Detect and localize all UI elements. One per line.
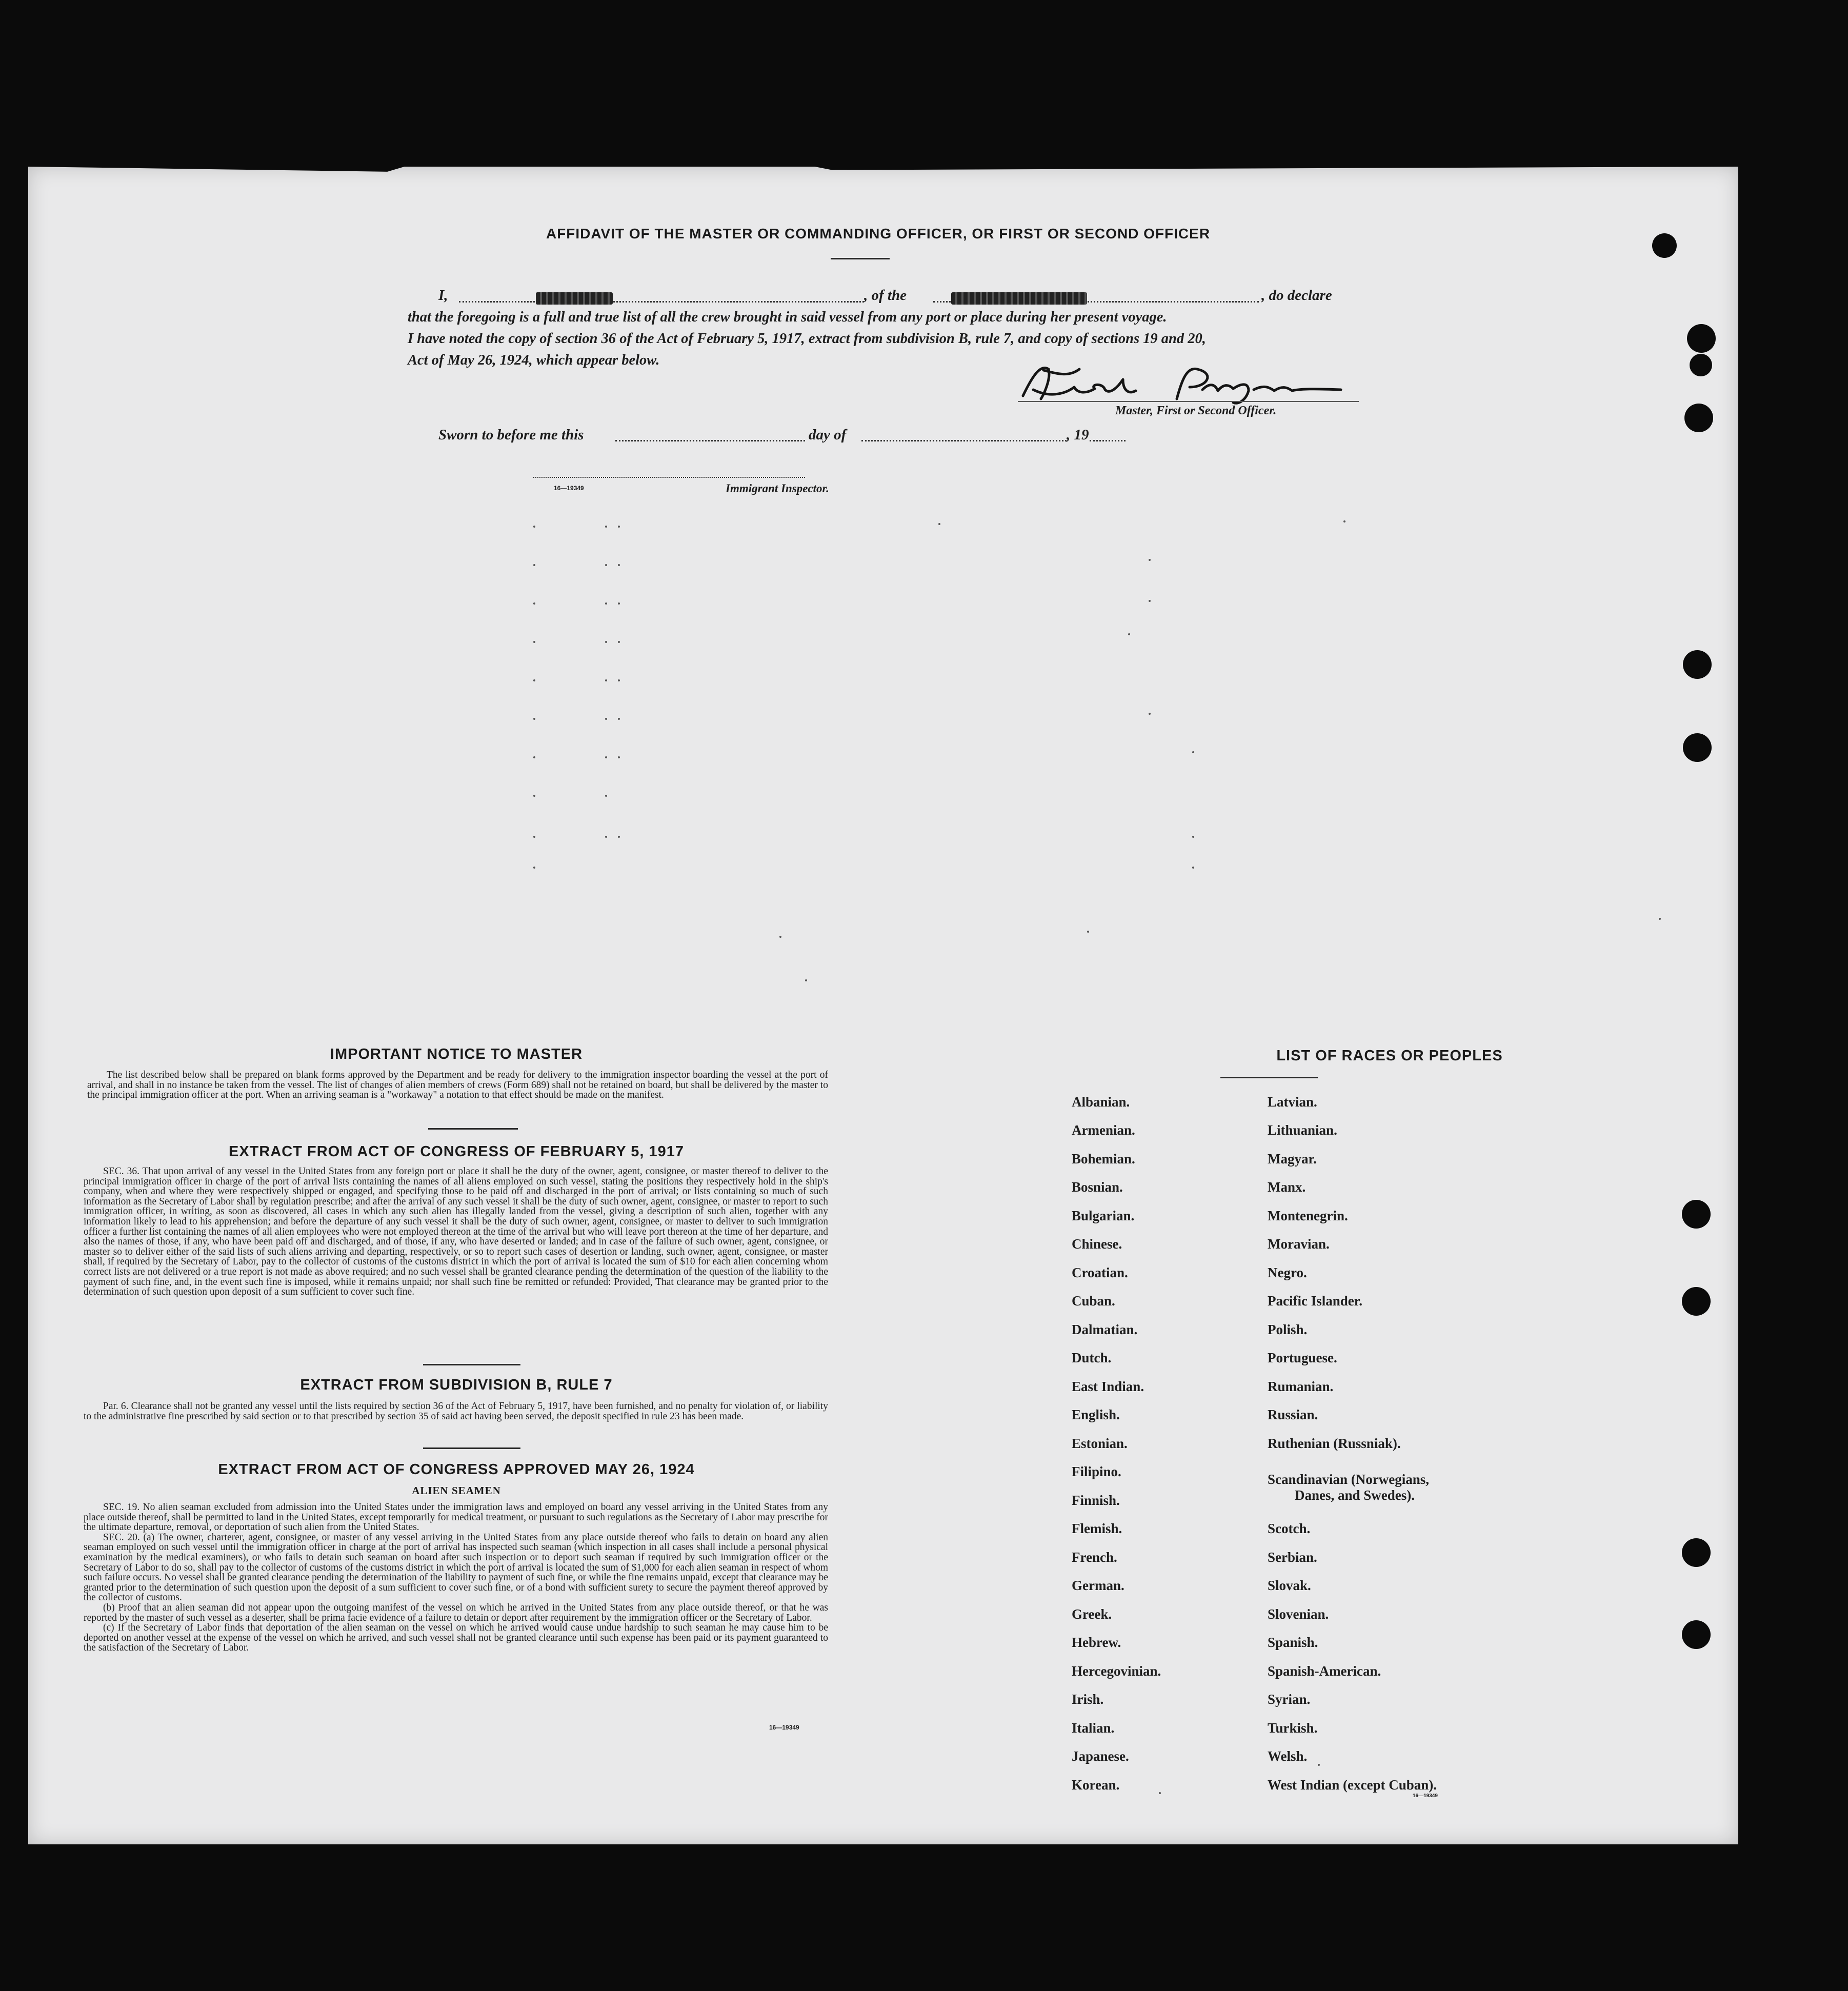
race-item: Italian.	[1072, 1720, 1115, 1736]
bleed-mark	[533, 679, 535, 681]
of-the-label: , of the	[864, 287, 907, 304]
extract-rule7-text	[84, 1401, 828, 1421]
declaration-line-3: Act of May 26, 1924, which appear below.	[408, 352, 660, 368]
extract-1917-title: EXTRACT FROM ACT OF CONGRESS OF FEBRUARY 5, 1917	[228, 1143, 685, 1160]
redacted-vessel-name	[951, 292, 1087, 305]
extract-1924-title: EXTRACT FROM ACT OF CONGRESS APPROVED MAY 26, 1924	[218, 1461, 695, 1478]
alien-seamen-subtitle: ALIEN SEAMEN	[412, 1484, 501, 1497]
race-item: Moravian.	[1268, 1236, 1330, 1252]
race-item: Turkish.	[1268, 1720, 1318, 1736]
race-item: Filipino.	[1072, 1464, 1121, 1479]
bleed-mark	[605, 641, 607, 643]
race-item: Chinese.	[1072, 1236, 1122, 1252]
punch-hole	[1682, 1538, 1711, 1567]
race-item: Lithuanian.	[1268, 1122, 1337, 1138]
master-name-line	[459, 290, 864, 303]
bleed-mark	[805, 979, 807, 981]
race-item: Danes, and Swedes).	[1295, 1487, 1415, 1503]
race-item: Estonian.	[1072, 1436, 1128, 1451]
do-declare-label: , do declare	[1261, 287, 1332, 304]
race-item: Finnish.	[1072, 1493, 1120, 1508]
bleed-mark	[605, 564, 607, 566]
bleed-mark	[618, 641, 620, 643]
bleed-mark	[605, 718, 607, 720]
bleed-mark	[618, 718, 620, 720]
race-item: Greek.	[1072, 1606, 1112, 1622]
bleed-mark	[618, 836, 620, 838]
races-form-number: 16—19349	[1413, 1793, 1438, 1799]
bleed-mark	[1159, 1792, 1161, 1794]
signature-line	[1018, 401, 1359, 402]
master-signature	[1013, 359, 1361, 408]
bleed-mark	[533, 718, 535, 720]
race-item: Russian.	[1268, 1407, 1318, 1422]
race-item: Serbian.	[1268, 1550, 1317, 1565]
extract-1917-text	[84, 1167, 828, 1297]
notice-text	[87, 1070, 828, 1100]
race-item: Slovak.	[1268, 1578, 1311, 1593]
race-item: Portuguese.	[1268, 1350, 1337, 1365]
affidavit-title: AFFIDAVIT OF THE MASTER OR COMMANDING OFFICER, OR FIRST OR SECOND OFFICER	[546, 226, 1211, 242]
bleed-mark	[605, 679, 607, 681]
bleed-mark	[1149, 713, 1151, 715]
punch-hole	[1690, 354, 1712, 376]
bleed-mark	[938, 523, 940, 525]
race-item: Manx.	[1268, 1179, 1306, 1195]
i-label: I,	[438, 287, 448, 304]
race-item: Scotch.	[1268, 1521, 1311, 1536]
punch-hole	[1687, 324, 1716, 353]
extract-1924-text	[84, 1502, 828, 1653]
race-item: Montenegrin.	[1268, 1208, 1348, 1223]
affidavit-form-number: 16—19349	[554, 485, 584, 492]
race-item: Hercegovinian.	[1072, 1663, 1161, 1679]
sec19-paragraph: SEC. 19. No alien seaman excluded from admission into the United States under the immigration laws and employed on board any vessel arriving in the United States from any place outside thereof, shall be permitted to land in the United States, except temporarily for medical treatment, or pursuant to such regulations as the Secretary of Labor may prescribe for the ultimate departure, removal, or deportation of such alien from the United States.	[84, 1502, 828, 1533]
inspector-caption: Immigrant Inspector.	[726, 482, 829, 495]
bleed-mark	[1318, 1764, 1320, 1766]
bleed-mark	[605, 526, 607, 528]
bleed-mark	[1128, 633, 1130, 635]
divider	[1220, 1077, 1318, 1078]
sec20c-paragraph: (c) If the Secretary of Labor finds that deportation of the alien seaman on the vessel on which he arrived would cause undue hardship to such seaman he may cause him to be deported on another vessel at the expense of the vessel on which he arrived, and such vessel shall not be granted clearance until such expense has been paid or its payment guaranteed to the satisfaction of the Secretary of Labor.	[84, 1622, 828, 1654]
race-item: Flemish.	[1072, 1521, 1122, 1536]
race-item: Magyar.	[1268, 1151, 1317, 1167]
divider	[428, 1128, 518, 1130]
race-item: Rumanian.	[1268, 1379, 1334, 1394]
race-item: Scandinavian (Norwegians,	[1268, 1472, 1430, 1487]
race-item: Bulgarian.	[1072, 1208, 1135, 1223]
punch-hole	[1652, 233, 1677, 258]
divider	[423, 1364, 520, 1365]
bleed-mark	[533, 795, 535, 797]
bleed-mark	[618, 526, 620, 528]
race-item: West Indian (except Cuban).	[1268, 1777, 1437, 1793]
bleed-mark	[533, 564, 535, 566]
race-item: Welsh.	[1268, 1748, 1308, 1764]
sworn-label: Sworn to before me this	[438, 427, 584, 443]
race-item: Polish.	[1268, 1322, 1308, 1337]
redacted-master-name	[536, 292, 613, 305]
sec36-paragraph: SEC. 36. That upon arrival of any vessel in the United States from any foreign port or place it shall be the duty of the owner, agent, consignee, or master thereof to deliver to the principal immigration officer in charge of the port of arrival lists containing the names of all aliens employed on such vessel, stating the positions they respectively hold in the ship's company, when and where they were respectively shipped or engaged, and specifying those to be paid off and discharged in the port of arrival; or lists containing so much of such information as the Secretary of Labor shall by regulation prescribe; and after the arrival of any such vessel it shall be the duty of such owner, agent, consignee, or master to report to such immigration officer, in writing, as soon as discovered, all cases in which any such alien has illegally landed from the vessel, giving a description of such alien, together with any information likely to lead to his apprehension; and before the departure of any such vessel it shall be the duty of such owner, agent, consignee, or master to deliver to such immigration officer a further list containing the names of all alien employees who were not employed thereon at the time of the arrival but who will leave port thereon at the time of her departure, and also the names of those, if any, who have been paid off and discharged, and of those, if any, who have deserted or landed; and in case of the failure of such owner, agent, consignee, or master so to deliver either of the said lists of such aliens arriving and departing, respectively, or so to report such cases of desertion or landing, such owner, agent, consignee, or master shall, if required by the Secretary of Labor, pay to the collector of customs of the customs district in which the port of arrival is located the sum of $10 for each alien concerning whom correct lists are not delivered or a true report is not made as above required; and no such vessel shall be granted clearance pending the determination of the question of the liability to the payment of such fine, and, in the event such fine is imposed, while it remains unpaid; nor shall such fine be remitted or refunded: Provided, That clearance may be granted prior to the determination of such question upon deposit of a sum sufficient to cover such fine.	[84, 1166, 828, 1298]
bleed-mark	[605, 756, 607, 758]
notice-title: IMPORTANT NOTICE TO MASTER	[330, 1046, 583, 1062]
race-item: Syrian.	[1268, 1692, 1311, 1707]
inspector-signature-line	[533, 471, 805, 478]
divider	[423, 1447, 520, 1449]
bleed-mark	[1192, 836, 1194, 838]
bleed-mark	[605, 602, 607, 605]
bleed-mark	[1149, 559, 1151, 561]
bleed-mark	[533, 867, 535, 869]
race-item: Irish.	[1072, 1692, 1104, 1707]
race-item: Hebrew.	[1072, 1635, 1121, 1650]
bleed-mark	[618, 564, 620, 566]
declaration-line-2: I have noted the copy of section 36 of the Act of February 5, 1917, extract from subdivision B, rule 7, and copy of sections 19 and 20,	[408, 331, 1206, 347]
signature-caption: Master, First or Second Officer.	[1115, 404, 1277, 417]
rule7-paragraph: Par. 6. Clearance shall not be granted any vessel until the lists required by section 36 of the Act of February 5, 1917, have been furnished, and no penalty for violation of, or liability to the administrative fine prescribed by said section or to that prescribed by section 35 of said act having been served, the deposit specified in rule 23 has been made.	[84, 1401, 828, 1422]
bleed-mark	[779, 936, 781, 938]
sworn-day-line	[615, 431, 805, 441]
bleed-mark	[533, 836, 535, 838]
bleed-mark	[618, 679, 620, 681]
punch-hole	[1683, 733, 1712, 762]
bleed-mark	[533, 526, 535, 528]
bleed-mark	[1659, 918, 1661, 920]
bleed-mark	[605, 836, 607, 838]
race-item: Spanish.	[1268, 1635, 1318, 1650]
punch-hole	[1683, 650, 1712, 679]
race-item: Ruthenian (Russniak).	[1268, 1436, 1401, 1451]
race-item: French.	[1072, 1550, 1117, 1565]
race-item: Dutch.	[1072, 1350, 1112, 1365]
bleed-mark	[1192, 751, 1194, 753]
punch-hole	[1682, 1620, 1711, 1649]
bleed-mark	[533, 756, 535, 758]
race-item: Albanian.	[1072, 1094, 1130, 1110]
notice-paragraph: The list described below shall be prepared on blank forms approved by the Department and be ready for delivery to the immigration inspector boarding the vessel at the port of arrival, and shall in no instance be taken from the vessel. The list of changes of alien members of crews (Form 689) shall not be retained on board, but shall be delivered by the master to the principal immigration officer at the port. When an arriving seaman is a "workaway" a notation to that effect should be made on the manifest.	[87, 1070, 828, 1101]
race-item: Slovenian.	[1268, 1606, 1329, 1622]
sworn-year-line	[1090, 431, 1126, 441]
divider	[831, 258, 890, 259]
race-item: Negro.	[1268, 1265, 1307, 1280]
race-item: Spanish-American.	[1268, 1663, 1381, 1679]
extract-rule7-title: EXTRACT FROM SUBDIVISION B, RULE 7	[300, 1377, 613, 1393]
race-item: Bosnian.	[1072, 1179, 1123, 1195]
bleed-mark	[533, 602, 535, 605]
punch-hole	[1682, 1287, 1711, 1316]
race-item: Cuban.	[1072, 1293, 1115, 1309]
race-item: Korean.	[1072, 1777, 1120, 1793]
year-label: , 19	[1067, 427, 1089, 443]
punch-hole	[1684, 404, 1713, 432]
extract-form-number: 16—19349	[769, 1724, 799, 1731]
bleed-mark	[618, 756, 620, 758]
declaration-line-1: that the foregoing is a full and true list of all the crew brought in said vessel from any port or place during her present voyage.	[408, 309, 1167, 325]
race-item: Latvian.	[1268, 1094, 1317, 1110]
races-title: LIST OF RACES OR PEOPLES	[1276, 1048, 1503, 1064]
sec20b-paragraph: (b) Proof that an alien seaman did not appear upon the outgoing manifest of the vessel on which he arrived in the United States from any place outside thereof, or that he was reported by the master of such vessel as a deserter, shall be prima facie evidence of a failure to detain or deport after requirement by the immigration officer or the Secretary of Labor.	[84, 1602, 828, 1623]
race-item: Pacific Islander.	[1268, 1293, 1362, 1309]
bleed-mark	[1343, 520, 1345, 522]
bleed-mark	[1149, 600, 1151, 602]
punch-hole	[1682, 1200, 1711, 1229]
bleed-mark	[618, 602, 620, 605]
sworn-month-line	[861, 431, 1067, 441]
race-item: Armenian.	[1072, 1122, 1135, 1138]
day-of-label: day of	[809, 427, 847, 443]
race-item: Dalmatian.	[1072, 1322, 1138, 1337]
bleed-mark	[605, 795, 607, 797]
bleed-mark	[1087, 931, 1089, 933]
race-item: Bohemian.	[1072, 1151, 1135, 1167]
race-item: Japanese.	[1072, 1748, 1129, 1764]
bleed-mark	[533, 641, 535, 643]
bleed-mark	[1192, 867, 1194, 869]
race-item: East Indian.	[1072, 1379, 1144, 1394]
sec20a-paragraph: SEC. 20. (a) The owner, charterer, agent, consignee, or master of any vessel arriving in the United States from any place outside thereof who fails to detain on board any alien seaman employed on such vessel until the immigration officer in charge at the port of arrival has inspected such seaman (which inspection in all cases shall include a personal physical examination by the medical examiners), or who fails to detain such seaman on board after such inspection or to deport such seaman if required by such immigration officer or the Secretary of Labor to do so, shall pay to the collector of customs of the customs district in which the port of arrival is located the sum of $1,000 for each alien seaman in respect of whom such failure occurs. No vessel shall be granted clearance pending the determination of the liability to payment of such fine, or while the fine remains unpaid, except that clearance may be granted prior to the determination of such question upon the deposit of a sum sufficient to cover such fine, or of a bond with sufficient surety to secure the payment thereof approved by the collector of customs.	[84, 1532, 828, 1603]
race-item: English.	[1072, 1407, 1120, 1422]
race-item: German.	[1072, 1578, 1124, 1593]
race-item: Croatian.	[1072, 1265, 1128, 1280]
